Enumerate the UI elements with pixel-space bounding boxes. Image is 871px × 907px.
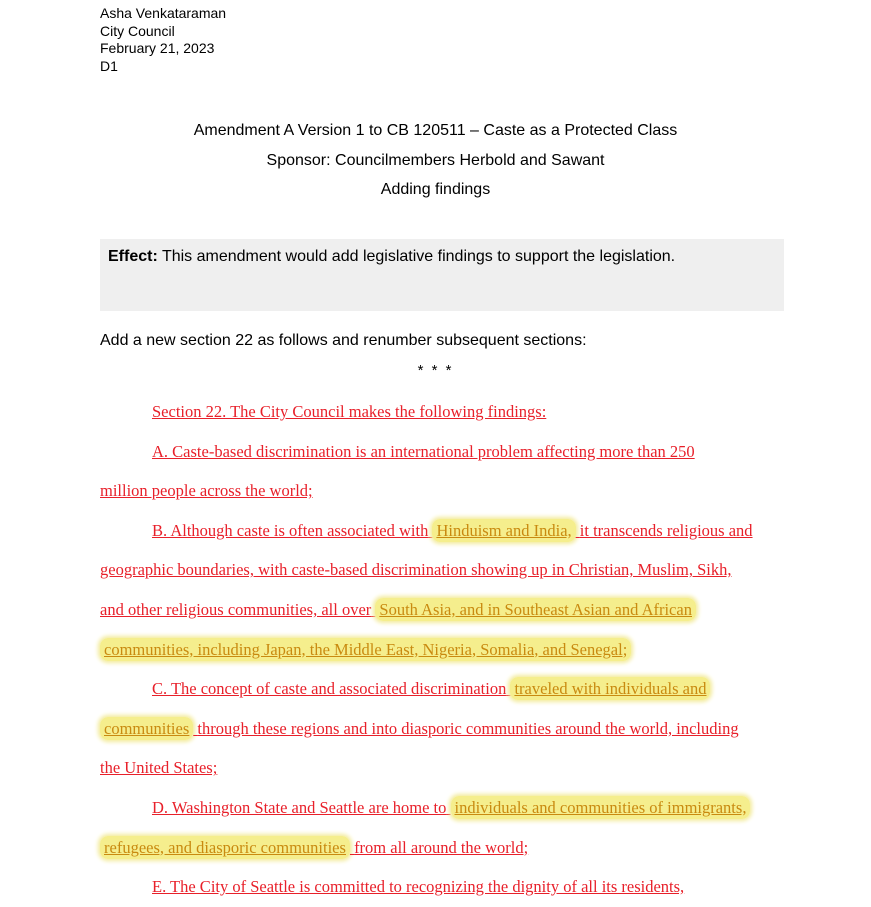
finding-c-text-2: through these regions and into diasporic communities around the world, including (197, 718, 739, 738)
finding-d-text-2: from all around the world; (354, 837, 529, 857)
sponsor-label: Sponsor: (266, 152, 331, 169)
finding-b-line-2: geographic boundaries, with caste-based discrimination showing up in Christian, Muslim, Sikh, (100, 560, 732, 580)
separator-stars: * * * (417, 362, 454, 379)
amendment-section (100, 392, 790, 907)
section-heading: Section 22. The City Council makes the following findings: (152, 402, 547, 421)
finding-a-line-2: million people across the world; (100, 481, 313, 501)
finding-b-line-4 (100, 630, 790, 670)
finding-c-line-3: the United States; (100, 758, 218, 778)
finding-b-line-3 (100, 590, 790, 630)
office-name: City Council (100, 22, 175, 39)
effect-box (100, 239, 784, 311)
memo-header (100, 5, 226, 75)
highlight-hinduism-india: Hinduism and India, (432, 519, 575, 542)
finding-c-line-2 (100, 709, 790, 749)
sponsor-line (0, 152, 871, 170)
highlight-refugees: refugees, and diasporic communities (100, 836, 350, 859)
finding-b-text: B. Although caste is often associated with (152, 520, 429, 540)
highlight-traveled: traveled with individuals and (510, 677, 710, 700)
memo-date: February 21, 2023 (100, 40, 215, 56)
finding-d-line-1 (100, 788, 790, 828)
finding-c-text: C. The concept of caste and associated discrimination (152, 679, 507, 699)
finding-e-line-1: E. The City of Seattle is committed to recognizing the dignity of all its residents, (152, 877, 685, 897)
finding-a-line-1: A. Caste-based discrimination is an international problem affecting more than 250 (152, 441, 695, 461)
finding-b-text-3: and other religious communities, all over (100, 599, 372, 619)
sponsor-names: Councilmembers Herbold and Sawant (335, 152, 605, 169)
finding-d-line-2 (100, 828, 790, 868)
memo-code: D1 (100, 57, 118, 74)
finding-b-line-1 (100, 511, 790, 551)
finding-d-text: D. Washington State and Seattle are home to (152, 797, 447, 817)
author-name: Asha Venkataraman (100, 5, 227, 21)
amendment-subtitle: Adding findings (380, 181, 491, 198)
finding-c-line-1 (100, 669, 790, 709)
effect-text: This amendment would add legislative findings to support the legislation. (161, 248, 676, 265)
instruction-text: Add a new section 22 as follows and renumber subsequent sections: (100, 332, 587, 349)
finding-b-text-cont: it transcends religious and (579, 520, 753, 540)
highlight-immigrants: individuals and communities of immigrants, (451, 796, 751, 819)
effect-label: Effect: (108, 248, 158, 265)
highlight-communities-list: communities, including Japan, the Middle East, Nigeria, Somalia, and Senegal; (100, 638, 631, 661)
amendment-title: Amendment A Version 1 to CB 120511 – Caste as a Protected Class (193, 122, 678, 139)
highlight-communities: communities (100, 717, 193, 740)
highlight-south-asia: South Asia, and in Southeast Asian and African (375, 598, 696, 621)
